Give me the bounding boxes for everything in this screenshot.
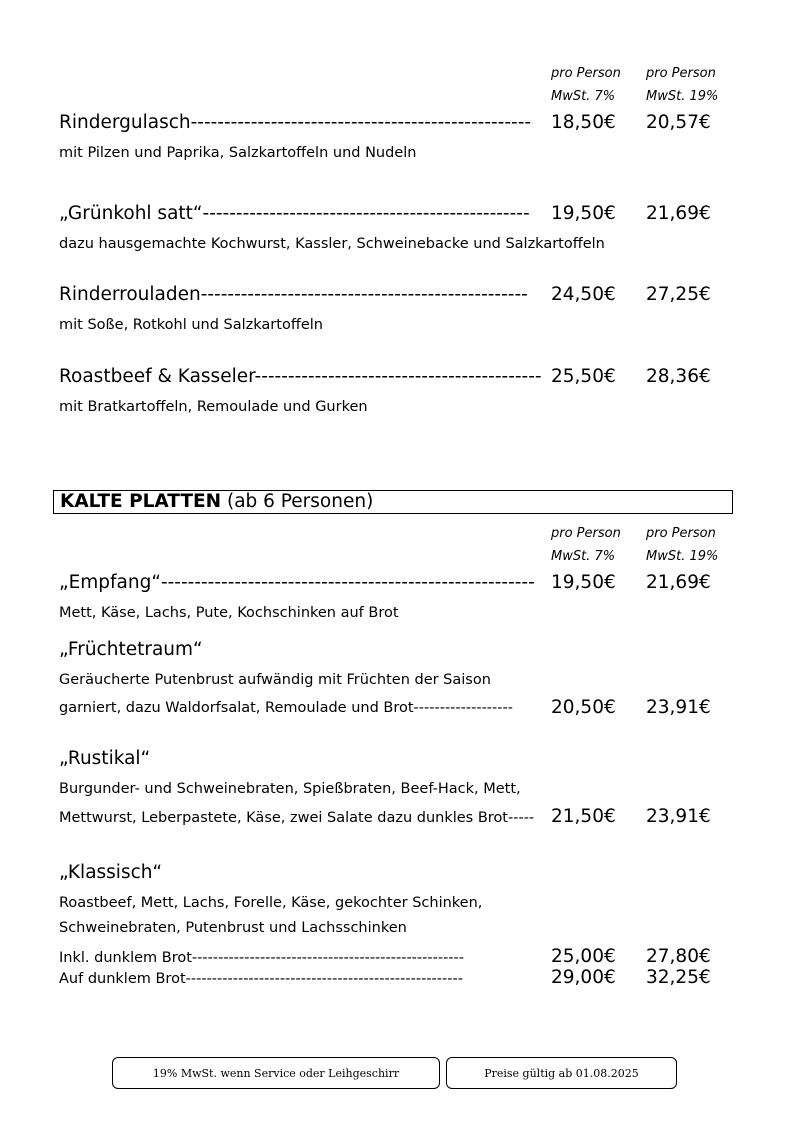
dot-leader: ---------------------------------------------------- xyxy=(191,950,464,966)
option-inkl-dunklem-brot: Inkl. dunklem Brot---------------------------------------------------- xyxy=(59,950,464,966)
item-description: mit Soße, Rotkohl und Salzkartoffeln xyxy=(59,317,323,333)
price-7: 18,50€ xyxy=(551,112,616,133)
price-7: 19,50€ xyxy=(551,203,616,224)
item-description: Mettwurst, Leberpastete, Käse, zwei Salate dazu dunkles Brot----- xyxy=(59,810,535,826)
price-19: 23,91€ xyxy=(646,806,711,827)
menu-item-fruechtetraum: „Früchtetraum“ xyxy=(59,639,203,660)
price-7: 20,50€ xyxy=(551,697,616,718)
dot-leader: ------------------------------------------------- xyxy=(202,203,530,224)
dot-leader: --------------------------------------------------- xyxy=(190,112,532,133)
footer-note-validity: Preise gültig ab 01.08.2025 xyxy=(446,1057,677,1089)
col-header-19-line1: pro Person xyxy=(646,66,716,81)
menu-item-rinderrouladen: Rinderrouladen------------------------------------------------- xyxy=(59,284,528,305)
dot-leader: ----------------------------------------------------- xyxy=(185,971,463,987)
price-19: 23,91€ xyxy=(646,697,711,718)
col-header-19-line2: MwSt. 19% xyxy=(646,89,719,104)
price-19: 32,25€ xyxy=(646,967,711,988)
item-description: Roastbeef, Mett, Lachs, Forelle, Käse, gekochter Schinken, xyxy=(59,895,483,911)
dot-leader: ------------------------------------------- xyxy=(254,366,542,387)
price-7: 24,50€ xyxy=(551,284,616,305)
footer-note-mwst: 19% MwSt. wenn Service oder Leihgeschirr xyxy=(112,1057,440,1089)
item-description: mit Bratkartoffeln, Remoulade und Gurken xyxy=(59,399,368,415)
item-description: dazu hausgemachte Kochwurst, Kassler, Schweinebacke und Salzkartoffeln xyxy=(59,236,605,252)
price-19: 21,69€ xyxy=(646,203,711,224)
price-7: 19,50€ xyxy=(551,572,616,593)
menu-item-rindergulasch: Rindergulasch--------------------------------------------------- xyxy=(59,112,532,133)
price-7: 25,50€ xyxy=(551,366,616,387)
col-header-7-line2: MwSt. 7% xyxy=(551,89,616,104)
item-description: Geräucherte Putenbrust aufwändig mit Früchten der Saison xyxy=(59,672,491,688)
col-header-7-line2: MwSt. 7% xyxy=(551,549,616,564)
menu-item-empfang: „Empfang“-------------------------------------------------------- xyxy=(59,572,535,593)
col-header-7-line1: pro Person xyxy=(551,526,621,541)
col-header-19-line2: MwSt. 19% xyxy=(646,549,719,564)
price-19: 20,57€ xyxy=(646,112,711,133)
item-description: garniert, dazu Waldorfsalat, Remoulade und Brot------------------- xyxy=(59,700,513,716)
menu-item-klassisch: „Klassisch“ xyxy=(59,862,163,883)
dot-leader: -------------------------------------------------------- xyxy=(160,572,535,593)
price-19: 27,80€ xyxy=(646,946,711,967)
item-description: Mett, Käse, Lachs, Pute, Kochschinken auf Brot xyxy=(59,605,399,621)
dot-leader: ----- xyxy=(508,810,535,826)
col-header-7-line1: pro Person xyxy=(551,66,621,81)
menu-item-roastbeef-kasseler: Roastbeef & Kasseler------------------------------------------- xyxy=(59,366,542,387)
dot-leader: ------------------------------------------------- xyxy=(200,284,528,305)
price-19: 27,25€ xyxy=(646,284,711,305)
item-description: Schweinebraten, Putenbrust und Lachsschinken xyxy=(59,920,407,936)
section-title: KALTE PLATTEN (ab 6 Personen) xyxy=(60,491,374,512)
price-7: 29,00€ xyxy=(551,967,616,988)
price-7: 25,00€ xyxy=(551,946,616,967)
menu-item-gruenkohl: „Grünkohl satt“------------------------------------------------- xyxy=(59,203,530,224)
price-19: 21,69€ xyxy=(646,572,711,593)
col-header-19-line1: pro Person xyxy=(646,526,716,541)
section-header-kalte-platten xyxy=(53,490,733,514)
item-description: mit Pilzen und Paprika, Salzkartoffeln und Nudeln xyxy=(59,145,417,161)
option-auf-dunklem-brot: Auf dunklem Brot----------------------------------------------------- xyxy=(59,971,463,987)
menu-item-rustikal: „Rustikal“ xyxy=(59,748,151,769)
dot-leader: ------------------- xyxy=(413,700,513,716)
price-19: 28,36€ xyxy=(646,366,711,387)
price-7: 21,50€ xyxy=(551,806,616,827)
item-description: Burgunder- und Schweinebraten, Spießbraten, Beef-Hack, Mett, xyxy=(59,781,521,797)
